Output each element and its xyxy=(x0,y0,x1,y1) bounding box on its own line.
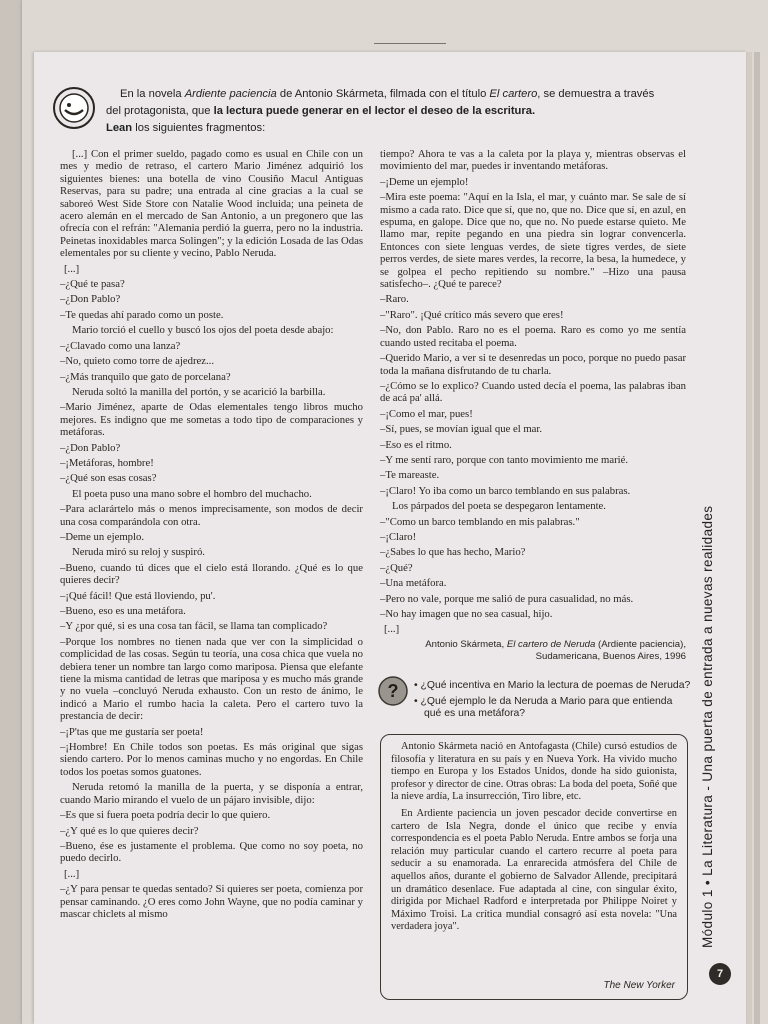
dialogue-line: –¡Hombre! En Chile todos son poetas. Es más original que sigas siendo cartero. Por lo menos caminas mucho y no engordas. En Chile todos los poetas somos guatones. xyxy=(60,741,363,778)
dialogue-line: –¡Claro! xyxy=(380,530,417,543)
dialogue-line: –¿Y qué es lo que quieres decir? xyxy=(60,824,199,837)
bio-source: The New Yorker xyxy=(603,980,675,992)
right-column xyxy=(380,148,686,663)
module-side-label: Módulo 1 • La Literatura - Una puerta de entrada a nuevas realidades xyxy=(700,505,715,948)
author-bio-box xyxy=(380,734,688,1000)
paragraph: Los párpados del poeta se despegaron lentamente. xyxy=(392,500,606,513)
dialogue-line: –Y ¿por qué, si es una cosa tan fácil, se llama tan complicado? xyxy=(60,620,328,633)
paragraph: [...] Con el primer sueldo, pagado como es usual en Chile con un mes y medio de retraso, el cartero Mario Jiménez adquirió los siguientes bienes: una botella de vino Cousiño Macul Antiguas Reservas, para su padre; una entrada al cine gracias a la cual se saboreó West Side Store con Natalie Wood incluida; una peineta de acero alemán en el mercado de San Antonio, a un pregonero que las ofrecía con el refrán: "Alemania perdió la guerra, pero no la industria. Peinetas inoxidables marca Solingen"; y la edición Losada de las Odas elementales por su cliente y vecino, Pablo Neruda. xyxy=(60,148,363,260)
dialogue-line: –¿Qué? xyxy=(380,561,413,574)
dialogue-line: –Deme un ejemplo. xyxy=(60,530,144,543)
reading-circle-icon xyxy=(52,86,96,130)
dialogue-line: –"Como un barco temblando en mis palabras." xyxy=(380,515,580,528)
dialogue-line: –¡Como el mar, pues! xyxy=(380,407,473,420)
question-mark-icon xyxy=(378,676,408,706)
dialogue-line: –¿Sabes lo que has hecho, Mario? xyxy=(380,546,526,559)
dialogue-line: –¡Metáforas, hombre! xyxy=(60,456,154,469)
dialogue-line: –¿Don Pablo? xyxy=(60,441,121,454)
page-number: 7 xyxy=(709,963,731,985)
dialogue-line: –Pero no vale, porque me salió de pura casualidad, no más. xyxy=(380,592,634,605)
paragraph: Neruda soltó la manilla del portón, y se acarició la barbilla. xyxy=(72,385,326,398)
dialogue-line: –Es que si fuera poeta podría decir lo que quiero. xyxy=(60,809,271,822)
dialogue-line: –Una metáfora. xyxy=(380,577,447,590)
dialogue-line: –¿Más tranquilo que gato de porcelana? xyxy=(60,370,231,383)
dialogue-line: –¿Qué son esas cosas? xyxy=(60,472,157,485)
question-item: • ¿Qué ejemplo le da Neruda a Mario para que entienda qué es una metáfora? xyxy=(414,696,673,719)
paragraph: Neruda retomó la manilla de la puerta, y se disponía a entrar, cuando Mario mirando el vuelo de un pájaro invisible, dijo: xyxy=(60,781,363,806)
dialogue-line: –Eso es el ritmo. xyxy=(380,438,452,451)
dialogue-line: –Mario Jiménez, aparte de Odas elementales tengo libros mucho mejores. Es indigno que me sometas a todo tipo de comparaciones y metáforas. xyxy=(60,401,363,439)
dialogue-line: –¿Y para pensar te quedas sentado? Si quieres ser poeta, comienza por pensar caminando. ¿O eres como John Wayne, que no podía caminar y mascar chiclets al mismo xyxy=(60,883,363,920)
ellipsis: [...] xyxy=(64,262,80,275)
dialogue-line: –No hay imagen que no sea casual, hijo. xyxy=(380,608,553,620)
ellipsis: [...] xyxy=(64,867,80,880)
paragraph: Neruda miró su reloj y suspiró. xyxy=(72,546,205,559)
divider-rule xyxy=(374,43,446,44)
paragraph: El poeta puso una mano sobre el hombro del muchacho. xyxy=(72,487,312,500)
dialogue-line: –Porque los nombres no tienen nada que ver con la simplicidad o complicidad de las cosas. Según tu teoría, una cosa chica que vuela no debiera tener un nombre tan largo como mariposa. Piensa que elefante tiene la misma cantidad de letras que mariposa y es mucho más grande y no vuela –concluyó Neruda exhausto. Con un resto de ánimo, le indicó a Mario el rumbo hacia la caleta. Pero el cartero tuvo la prestancia de decir: xyxy=(60,635,363,723)
dialogue-line: –Mira este poema: "Aquí en la Isla, el mar, y cuánto mar. Se sale de sí mismo a cada rato. Dice que sí, que no, que no. Dice que sí, en azul, en espuma, en galope. Dice que no, que no. No puede estarse quieto. Me llamo mar, repite pegando en una piedra sin lograr convencerla. Entonces con siete lenguas verdes, de siete tigres verdes, de siete perros verdes, de siete mares verdes, la recorre, la besa, la humedece, y se golpea el pecho repitiendo su nombre." –Hizo una pausa satisfecho–. ¿Qué te parece? xyxy=(380,191,686,291)
dialogue-line: –Sí, pues, se movían igual que el mar. xyxy=(380,423,543,436)
dialogue-line: –Te quedas ahí parado como un poste. xyxy=(60,308,224,321)
source-credit: Antonio Skármeta, El cartero de Neruda (Ardiente paciencia), Sudamericana, Buenos Aires, 1996 xyxy=(425,638,686,662)
dialogue-line: –Bueno, eso es una metáfora. xyxy=(60,605,186,617)
bio-paragraph: Antonio Skármeta nació en Antofagasta (Chile) cursó estudios de filosofía y literatura en su país y en Nueva York. Ha vivido mucho tiempo en Europa y los Estados Unidos, donde ha sido guionista, profesor y director de cine. Otras obras: La boda del poeta, Soñé que la nieve ardía, La insurrección, Tiro libre, etc. xyxy=(391,741,677,803)
dialogue-line: –No, don Pablo. Raro no es el poema. Raro es como yo me sentía cuando usted recitaba el poema. xyxy=(380,324,686,349)
dialogue-line: –¡Qué fácil! Que está lloviendo, pu'. xyxy=(60,589,216,602)
dialogue-line: tiempo? Ahora te vas a la caleta por la playa y, mientras observas el movimiento del mar, puedes ir inventando metáforas. xyxy=(380,148,686,173)
question-list xyxy=(414,680,692,724)
dialogue-line: –¡P'tas que me gustaría ser poeta! xyxy=(60,725,204,738)
left-column xyxy=(60,148,363,923)
dialogue-line: –Para aclarártelo más o menos imprecisamente, son modos de decir una cosa comparándola con otra. xyxy=(60,503,363,528)
dialogue-line: –¿Cómo se lo explico? Cuando usted decía el poema, las palabras iban de acá pa' allá. xyxy=(380,379,686,405)
question-item: • ¿Qué incentiva en Mario la lectura de poemas de Neruda? xyxy=(414,680,691,691)
dialogue-line: –Raro. xyxy=(380,293,409,306)
dialogue-line: –¿Qué te pasa? xyxy=(60,278,125,291)
intro-line-1: En la novela Ardiente paciencia de Antonio Skármeta, filmada con el título El cartero, se demuestra a través xyxy=(120,88,655,100)
dialogue-line: –Bueno, cuando tú dices que el cielo está llorando. ¿Qué es lo que quieres decir? xyxy=(60,561,363,587)
intro-line-3: Lean los siguientes fragmentos: xyxy=(106,122,266,134)
intro-line-2: del protagonista, que la lectura puede generar en el lector el deseo de la escritura. xyxy=(106,105,536,117)
dialogue-line: –Te mareaste. xyxy=(380,469,440,482)
ellipsis: [...] xyxy=(384,623,400,636)
dialogue-line: –¿Don Pablo? xyxy=(60,293,121,306)
paragraph: Mario torció el cuello y buscó los ojos del poeta desde abajo: xyxy=(72,324,334,337)
page-edge xyxy=(746,52,752,1024)
page-edge xyxy=(754,52,760,1024)
dialogue-line: –Y me sentí raro, porque con tanto movimiento me marié. xyxy=(380,453,629,466)
svg-text:?: ? xyxy=(387,681,399,701)
dialogue-line: –¿Clavado como una lanza? xyxy=(60,339,181,352)
dialogue-line: –¡Claro! Yo iba como un barco temblando en sus palabras. xyxy=(380,484,631,497)
bio-paragraph: En Ardiente paciencia un joven pescador decide convertirse en cartero de Isla Negra, donde el único que recibe y envía correspondencia es el poeta Pablo Neruda. Entre ambos se forja una relación muy particular cuando el cartero recurre al poeta para seducir a su enamorada. La enrarecida atmósfera del Chile de aquellos años, durante el gobierno de Salvador Allende, precipitará un dramático desenlace. Fue adaptada al cine, con singular éxito, dirigida por Michael Radford e interpretada por Philippe Noiret y Máximo Troisi. La crítica mundial consagró así esta novela: "Una verdadera joya". xyxy=(391,807,677,933)
dialogue-line: –No, quieto como torre de ajedrez... xyxy=(60,355,215,368)
dialogue-line: –Querido Mario, a ver si te desenredas un poco, porque no puedo pasar toda la mañana disfrutando de tu charla. xyxy=(380,352,686,377)
dialogue-line: –¡Deme un ejemplo! xyxy=(380,175,469,188)
dialogue-line: –"Raro". ¡Qué crítico más severo que eres! xyxy=(380,308,564,321)
dialogue-line: –Bueno, ése es justamente el problema. Que como no soy poeta, no puedo decirlo. xyxy=(60,839,363,865)
